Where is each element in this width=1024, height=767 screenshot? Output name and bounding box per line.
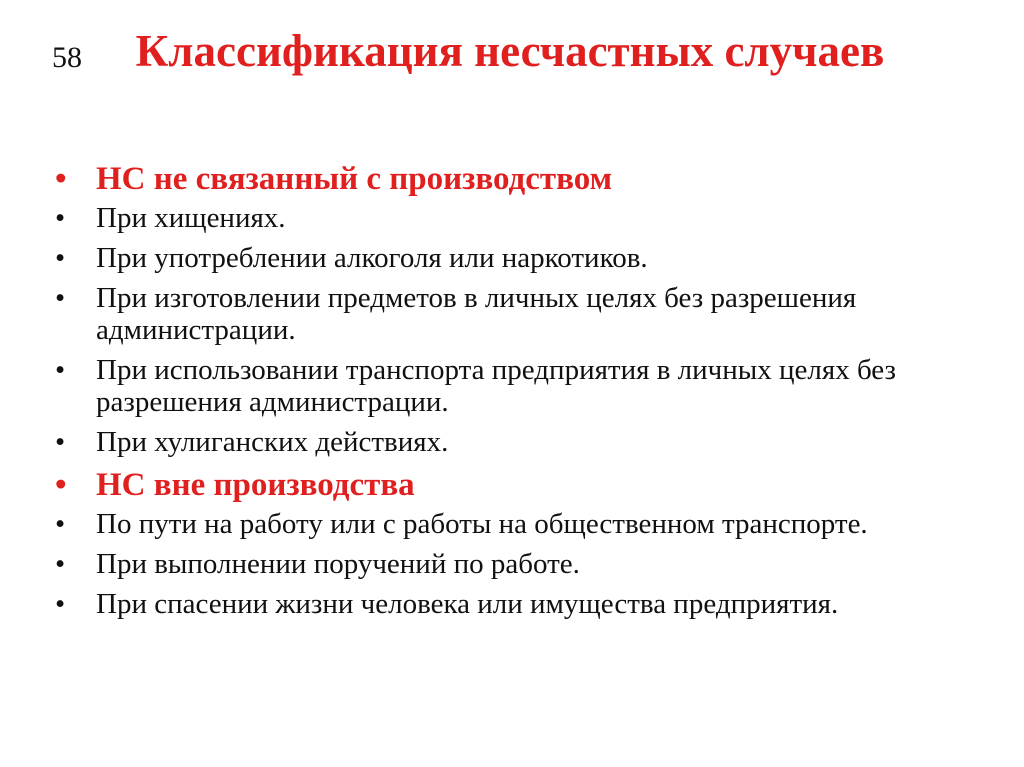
- list-item: [55, 160, 1000, 198]
- list-item-text: По пути на работу или с работы на общественном транспорте.: [96, 508, 868, 540]
- list-item: [55, 426, 1000, 458]
- bullet-icon: •: [55, 588, 66, 620]
- bullet-icon: •: [55, 354, 66, 386]
- list-item-text: При хищениях.: [96, 202, 286, 234]
- bullet-icon: •: [55, 242, 66, 274]
- list-item: [55, 282, 1000, 346]
- list-item: [55, 508, 1000, 540]
- list-item: [55, 242, 1000, 274]
- list-item: [55, 548, 1000, 580]
- bullet-list: [55, 160, 1000, 628]
- list-item: [55, 466, 1000, 504]
- bullet-icon: •: [55, 467, 67, 503]
- list-item: [55, 202, 1000, 234]
- page-number: 58: [52, 41, 82, 74]
- list-item: [55, 588, 1000, 620]
- list-item-text: При изготовлении предметов в личных целях без разрешения администрации.: [96, 282, 857, 346]
- list-item-text: При употреблении алкоголя или наркотиков.: [96, 242, 648, 274]
- bullet-icon: •: [55, 508, 66, 540]
- list-item-text: При использовании транспорта предприятия в личных целях без разрешения администрации.: [96, 354, 896, 418]
- list-item-text: НС не связанный с производством: [96, 161, 613, 197]
- bullet-icon: •: [55, 161, 67, 197]
- bullet-icon: •: [55, 426, 66, 458]
- list-item-text: При спасении жизни человека или имущества предприятия.: [96, 588, 839, 620]
- bullet-icon: •: [55, 202, 66, 234]
- list-item-text: При хулиганских действиях.: [96, 426, 449, 458]
- list-item: [55, 354, 1000, 418]
- bullet-icon: •: [55, 548, 66, 580]
- bullet-icon: •: [55, 282, 66, 314]
- slide-title: Классификация несчастных случаев: [135, 26, 885, 76]
- list-item-text: При выполнении поручений по работе.: [96, 548, 580, 580]
- list-item-text: НС вне производства: [96, 467, 415, 503]
